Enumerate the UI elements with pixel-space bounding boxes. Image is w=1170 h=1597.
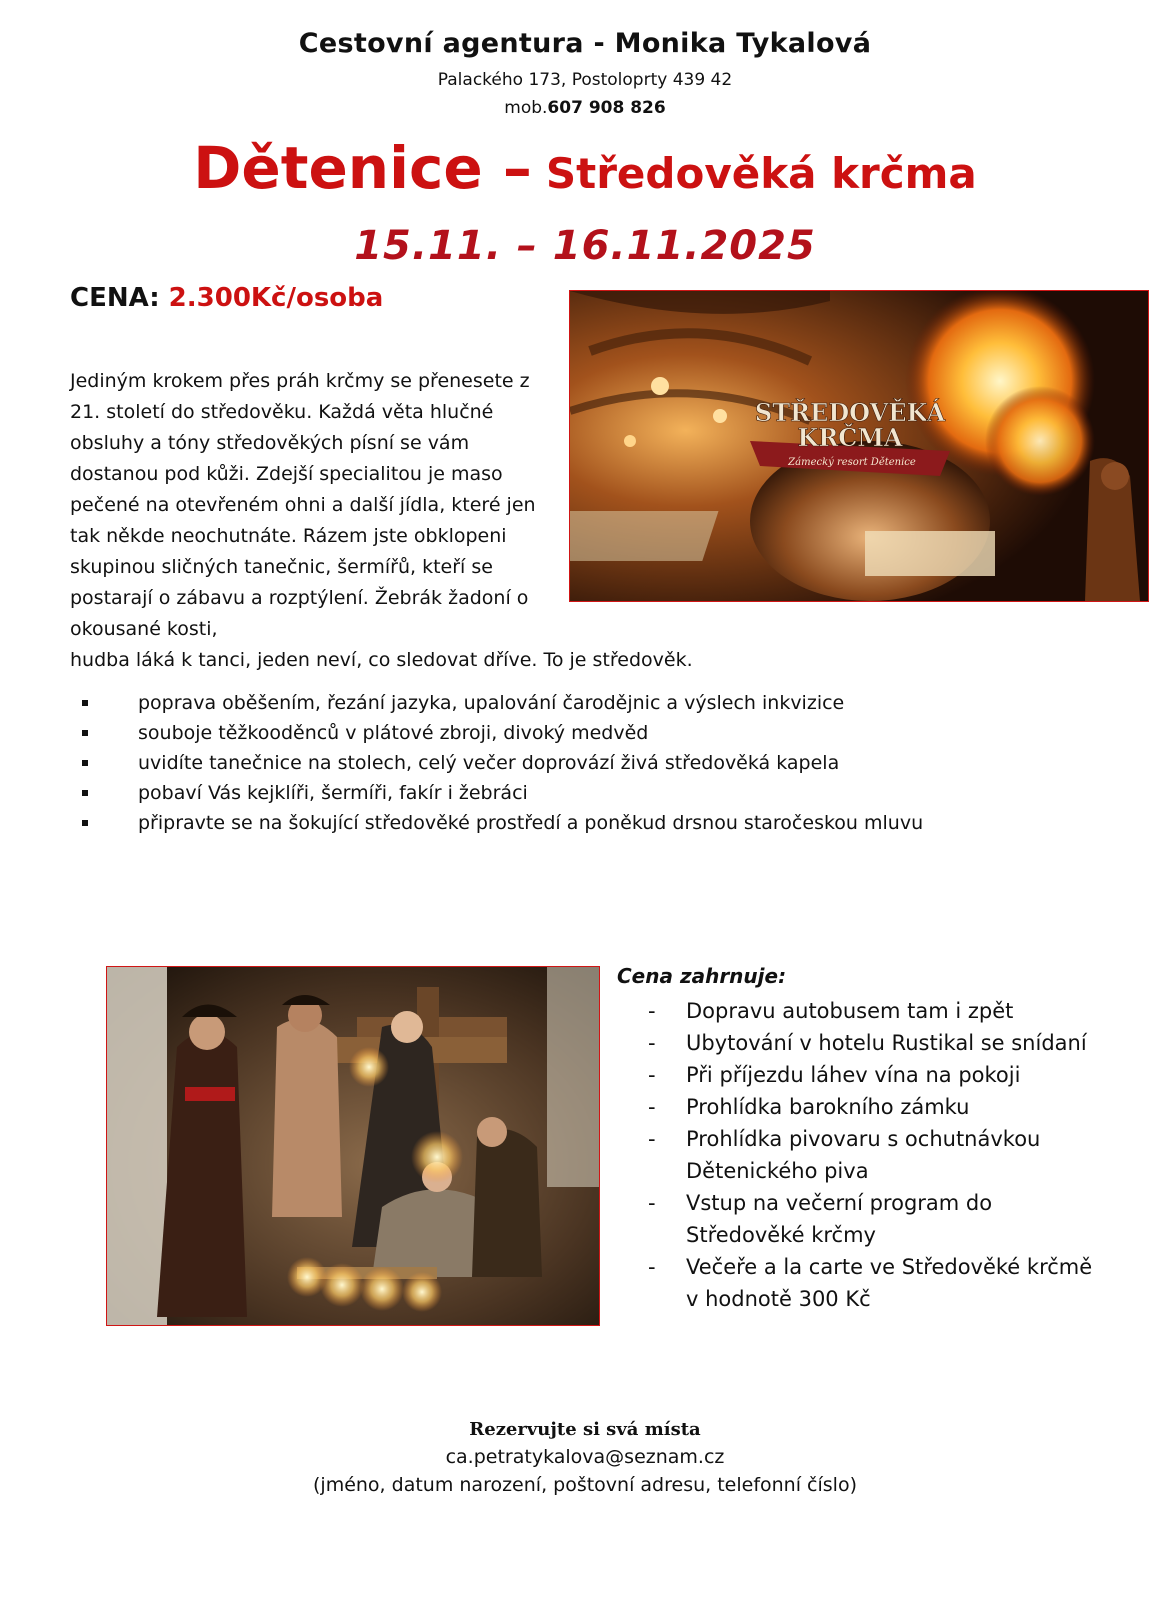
bullet-square-icon (82, 820, 88, 826)
agency-phone (0, 98, 1170, 118)
phone-number: 607 908 826 (547, 98, 666, 118)
bullet-square-icon (82, 790, 88, 796)
highlight-item (78, 748, 1038, 778)
highlight-item (78, 778, 1038, 808)
includes-title: Cena zahrnuje: (617, 964, 787, 988)
includes-list (648, 995, 1108, 1315)
highlight-text: poprava oběšením, řezání jazyka, upalování čarodějnic a výslech inkvizice (138, 692, 845, 714)
highlight-text: souboje těžkooděnců v plátové zbroji, divoký medvěd (138, 722, 649, 744)
highlight-item (78, 688, 1038, 718)
agency-address: Palackého 173, Postoloprty 439 42 (437, 70, 733, 90)
dash-bullet: - (648, 1255, 656, 1279)
includes-item (648, 1027, 1108, 1059)
bullet-square-icon (82, 760, 88, 766)
includes-item (648, 1059, 1108, 1091)
includes-item (648, 1187, 1108, 1251)
reserve-heading: Rezervujte si svá místa (469, 1419, 701, 1440)
phone-prefix: mob. (504, 98, 548, 118)
dash-bullet: - (648, 1191, 656, 1215)
dash-bullet: - (648, 1031, 656, 1055)
includes-item (648, 1251, 1108, 1315)
tavern-photo-image (570, 291, 1148, 601)
includes-item (648, 995, 1108, 1027)
contact-email[interactable]: ca.petratykalova@seznam.cz (445, 1446, 725, 1468)
performers-photo (106, 966, 600, 1326)
includes-text: Prohlídka barokního zámku (686, 1095, 970, 1119)
includes-item (648, 1123, 1108, 1187)
title-subtitle: Středověká krčma (545, 149, 977, 198)
bullet-square-icon (82, 700, 88, 706)
highlight-text: připravte se na šokující středověké prostředí a poněkud drsnou staročeskou mluvu (138, 812, 924, 834)
tavern-photo (569, 290, 1149, 602)
logo-line-1: STŘEDOVĚKÁ (754, 398, 946, 427)
includes-item (648, 1091, 1108, 1123)
highlight-item (78, 718, 1038, 748)
reservation-requirements: (jméno, datum narození, poštovní adresu, telefonní číslo) (313, 1474, 857, 1496)
agency-name: Cestovní agentura - Monika Tykalová (298, 28, 872, 59)
dash-bullet: - (648, 1095, 656, 1119)
includes-text: Při příjezdu láhev vína na pokoji (686, 1063, 1021, 1087)
dash-bullet: - (648, 1127, 656, 1151)
highlight-text: pobaví Vás kejklíři, šermíři, fakír i žebráci (138, 782, 528, 804)
price-label: CENA: (70, 283, 160, 313)
bullet-square-icon (82, 730, 88, 736)
intro-last-line: hudba láká k tanci, jeden neví, co sledovat dříve. To je středověk. (70, 649, 693, 671)
highlight-item (78, 808, 1038, 838)
includes-text: Vstup na večerní program do Středověké krčmy (686, 1191, 993, 1247)
logo-line-2: KRČMA (797, 423, 903, 452)
event-dates: 15.11. – 16.11.2025 (354, 223, 816, 269)
performers-photo-image (107, 967, 599, 1325)
dash-bullet: - (648, 1063, 656, 1087)
price (70, 283, 383, 313)
highlight-text: uvidíte tanečnice na stolech, celý večer doprovází živá středověká kapela (138, 752, 840, 774)
includes-text: Dopravu autobusem tam i zpět (686, 999, 1014, 1023)
intro-paragraph: Jediným krokem přes práh krčmy se přenesete z 21. století do středověku. Každá věta hlučné obsluhy a tóny středověkých písní se vám dostanou pod kůži. Zdejší specialitou je maso pečené na otevřeném ohni a další jídla, které jen tak někde neochutnáte. Rázem jste obklopeni skupinou sličných tanečnic, šermířů, kteří se postarají o zábavu a rozptýlení. Žebrák žadoní o okousané kosti, (70, 370, 536, 640)
dash-bullet: - (648, 999, 656, 1023)
price-value: 2.300Kč/osoba (168, 283, 384, 313)
page-title (0, 134, 1170, 202)
highlights-list (78, 688, 1038, 838)
includes-text: Prohlídka pivovaru s ochutnávkou Dětenického piva (686, 1127, 1041, 1183)
logo-ribbon: Zámecký resort Dětenice (788, 457, 916, 468)
includes-text: Večeře a la carte ve Středověké krčmě v hodnotě 300 Kč (686, 1255, 1093, 1311)
includes-text: Ubytování v hotelu Rustikal se snídaní (686, 1031, 1087, 1055)
title-place: Dětenice – (193, 134, 532, 202)
